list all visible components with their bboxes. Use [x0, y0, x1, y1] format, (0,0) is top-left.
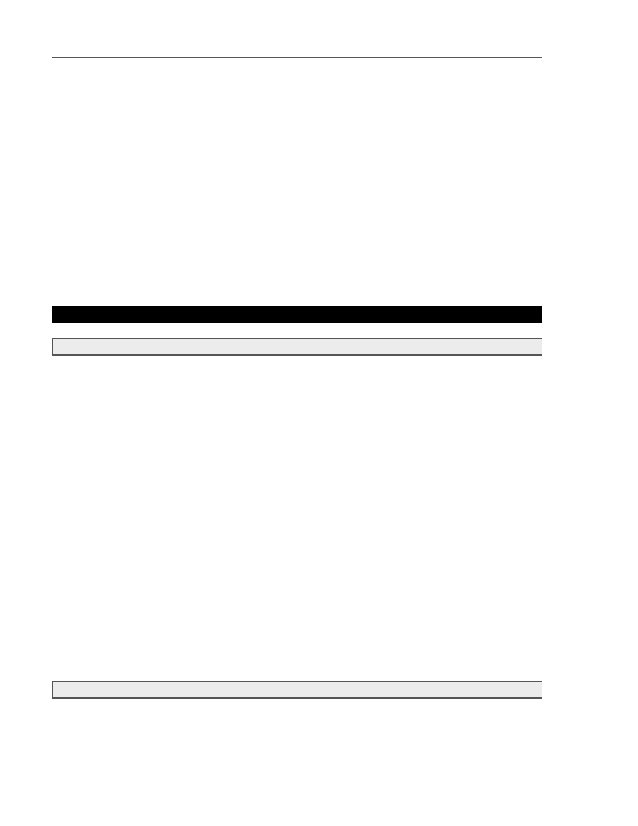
- section-divider-bar: [52, 306, 542, 323]
- table-header-row: [53, 682, 542, 698]
- topic-count-table: [52, 338, 542, 356]
- table-bottom-border: [52, 57, 542, 58]
- table-header-row: [53, 339, 542, 355]
- row-column-table: [52, 681, 542, 699]
